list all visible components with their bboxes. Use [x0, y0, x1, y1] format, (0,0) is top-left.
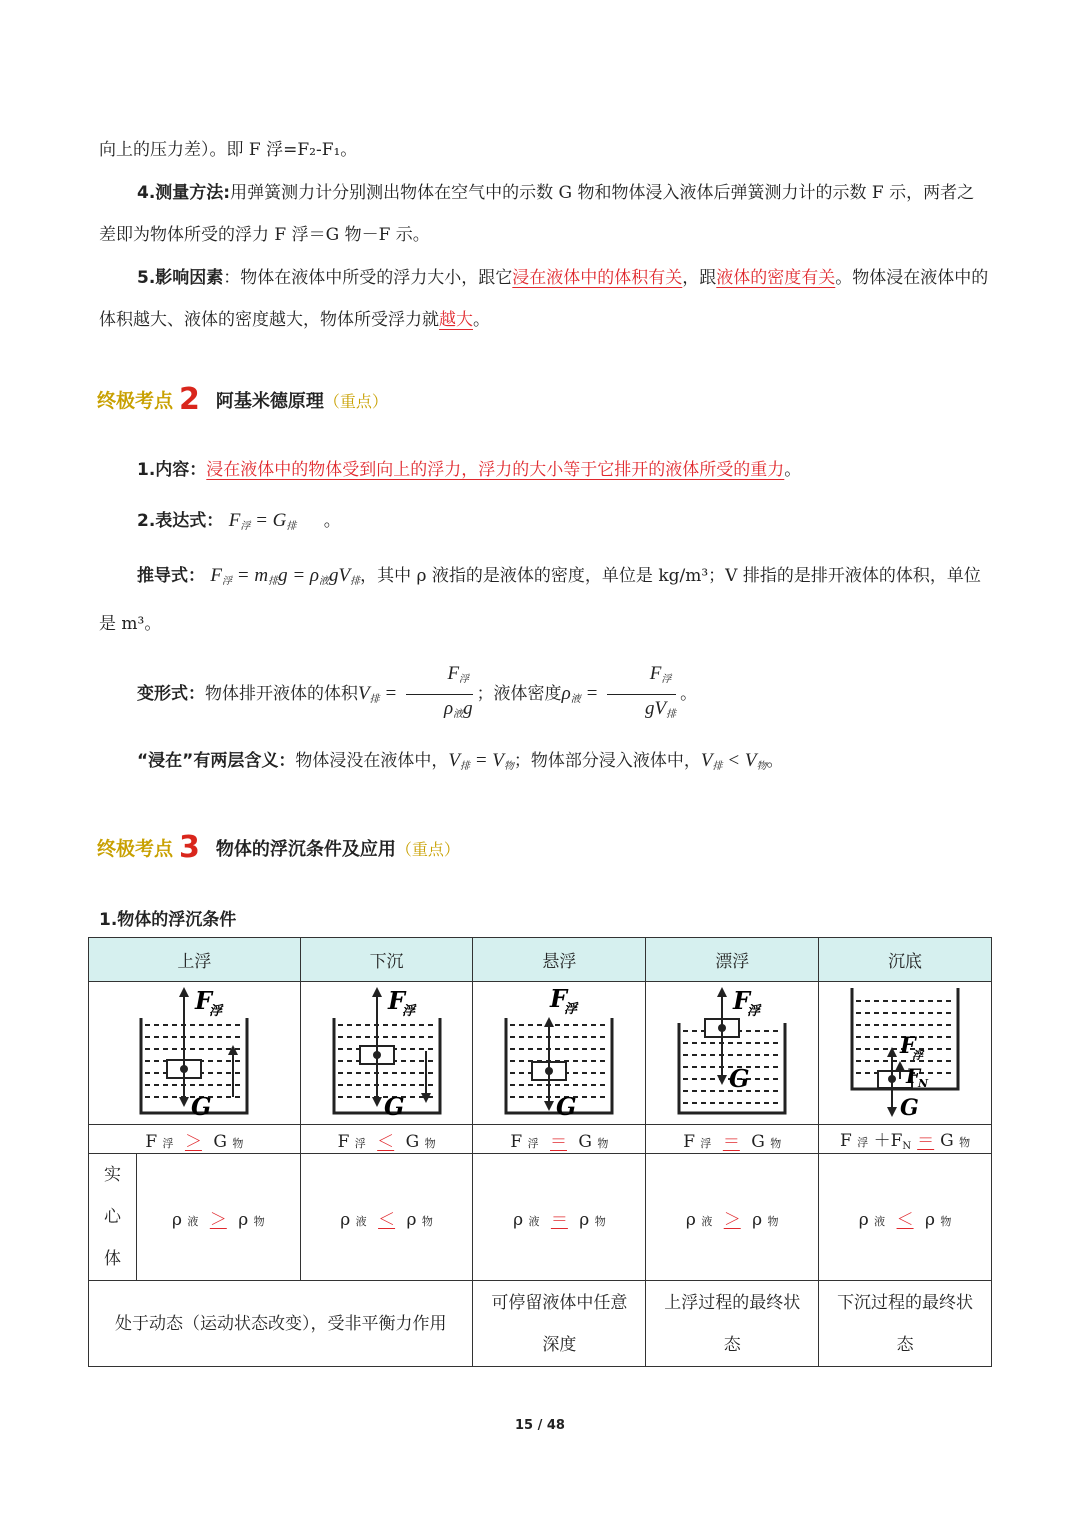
density-cell-suspend: ρ 液 ＝ ρ 物: [473, 1154, 646, 1281]
volume-formula: $V_排$ = $\frac{F_浮}{\rho_液g}$: [358, 683, 477, 704]
svg-text:G: G: [729, 1064, 750, 1093]
diagram-cell-float: [646, 982, 819, 1125]
factors-red-2: 液体的密度有关: [716, 268, 836, 288]
meaning-end: 。: [766, 751, 784, 771]
svg-text:F: F: [195, 986, 213, 1015]
note-cell-float: 上浮过程的最终状态: [646, 1281, 819, 1367]
note-cell-suspend: 可停留液体中任意深度: [473, 1281, 646, 1367]
header-sink: 下沉: [300, 938, 473, 982]
measure-label: 4.测量方法:: [137, 183, 231, 203]
force-relation: ＝: [550, 1131, 567, 1152]
page-number: 15 / 48: [515, 1418, 565, 1433]
density-row: [89, 1154, 992, 1281]
sink-float-table: [88, 937, 992, 1367]
expression-formula: $F_浮 = G_排$: [228, 510, 297, 532]
measure-text: 用弹簧测力计分别测出物体在空气中的示数 G 物和物体浸入液体后弹簧测力计的示数 F 示，两者之差即为物体所受的浮力 F 浮＝G 物－F 示。: [99, 183, 975, 245]
diagram-cell-sink: [300, 982, 473, 1125]
density-cell-float: ρ 液 ＞ ρ 物: [646, 1154, 819, 1281]
force-relation: ＝: [722, 1131, 740, 1152]
transform-text-2: ；液体密度: [476, 683, 562, 704]
expression-end: 。: [323, 511, 341, 531]
meaning-text-2: ；物体部分浸入液体中，: [513, 751, 701, 771]
section-heading-3: [97, 828, 460, 863]
header-suspend: 悬浮: [473, 938, 646, 982]
svg-text:G: G: [900, 1095, 919, 1118]
factors-red-3: 越大: [439, 310, 473, 330]
derivation-text: ，其中 ρ 液指的是液体的密度，单位是 kg/m³；V 排指的是排开液体的体积，单位是 m³。: [99, 566, 981, 634]
density-cell-bottom: ρ 液 ＜ ρ 物: [819, 1154, 992, 1281]
notes-row: [89, 1281, 992, 1367]
subheading-conditions: 1.物体的浮沉条件: [99, 910, 237, 930]
force-row: [89, 1125, 992, 1154]
force-cell-sink: F 浮 ＜ G 物: [300, 1125, 473, 1154]
svg-text:浮: 浮: [401, 1004, 415, 1019]
section-number: 3: [179, 830, 200, 865]
less-volume-formula: $V_排 < V_物$: [700, 750, 767, 772]
svg-text:F: F: [906, 1064, 921, 1088]
svg-text:浮: 浮: [747, 1004, 761, 1019]
paragraph-factors: [99, 257, 989, 341]
section-keyword: 终极考点: [97, 390, 174, 412]
svg-text:F: F: [387, 986, 405, 1015]
paragraph-transform: [99, 660, 989, 730]
svg-text:N: N: [918, 1077, 929, 1090]
diagram-cell-rise: [89, 982, 301, 1125]
transform-end: 。: [680, 683, 698, 704]
solid-label-char: 心: [103, 1207, 121, 1227]
factors-text-1: ：物体在液体中所受的浮力大小，跟它: [223, 268, 513, 288]
force-relation: ＝: [917, 1131, 935, 1151]
force-cell-bottom: F 浮 $+F_N = G$ 物: [819, 1125, 992, 1154]
content-label: 1.内容：: [137, 460, 207, 480]
force-cell-float: F 浮 ＝ G 物: [646, 1125, 819, 1154]
density-cell-sink: ρ 液 ＜ ρ 物: [300, 1154, 473, 1281]
svg-text:F: F: [900, 1033, 916, 1059]
paragraph-pressure-diff: [99, 129, 989, 171]
section-title: 阿基米德原理: [215, 391, 324, 412]
paragraph-expression: [99, 500, 989, 548]
paragraph-measure: [99, 172, 989, 256]
paragraph-content: [99, 449, 989, 491]
content-end: 。: [784, 460, 802, 480]
equal-volume-formula: $V_排 = V_物$: [448, 750, 514, 772]
meaning-label: “浸在”有两层含义：: [137, 751, 296, 771]
svg-text:F: F: [550, 984, 568, 1013]
solid-label-char: 体: [103, 1249, 121, 1269]
section-title: 物体的浮沉条件及应用: [215, 839, 396, 860]
header-rise: 上浮: [89, 938, 301, 982]
section-tag: （重点）: [323, 392, 388, 411]
force-cell-rise: F 浮 ＞ G 物: [89, 1125, 301, 1154]
float-diagram: [667, 983, 797, 1118]
svg-text:F: F: [733, 986, 751, 1015]
table-header-row: [89, 938, 992, 982]
note-cell-bottom: 下沉过程的最终状态: [819, 1281, 992, 1367]
transform-label: 变形式：: [137, 683, 205, 704]
section-keyword: 终极考点: [97, 838, 174, 860]
solid-label-char: 实: [103, 1165, 121, 1185]
svg-text:G: G: [383, 1092, 405, 1118]
density-relation: ＝: [550, 1209, 568, 1230]
bottom-diagram: [840, 983, 970, 1118]
suspend-diagram: [494, 983, 624, 1118]
derivation-formula: $F_浮 = m_排g = \rho_液gV_排$: [210, 565, 361, 587]
section-number: 2: [179, 382, 200, 417]
factors-label: 5.影响因素: [137, 268, 224, 288]
density-relation: ＜: [896, 1209, 914, 1230]
rise-diagram: [129, 983, 259, 1118]
section-tag: （重点）: [395, 840, 460, 859]
transform-text-1: 物体排开液体的体积: [205, 683, 358, 704]
diagram-cell-bottom: [819, 982, 992, 1125]
paragraph-meaning: [99, 740, 989, 788]
svg-text:浮: 浮: [209, 1004, 223, 1019]
density-relation: ＜: [378, 1209, 396, 1230]
svg-text:浮: 浮: [912, 1049, 924, 1062]
force-relation: ＞: [184, 1131, 202, 1152]
expression-label: 2.表达式：: [137, 511, 224, 531]
factors-text-3: 。物体浸在液体中的体积越大、液体的密度越大，物体所受浮力就: [99, 268, 989, 330]
header-float: 漂浮: [646, 938, 819, 982]
sink-diagram: [322, 983, 452, 1118]
meaning-text-1: 物体浸没在液体中，: [295, 751, 449, 771]
svg-text:G: G: [191, 1092, 212, 1118]
force-relation: ＜: [377, 1131, 395, 1152]
svg-text:浮: 浮: [564, 1002, 578, 1017]
section-heading-2: [97, 380, 388, 415]
factors-text-4: 。: [473, 310, 490, 330]
force-cell-suspend: F 浮 ＝ G 物: [473, 1125, 646, 1154]
density-cell-rise: ρ 液 ＞ ρ 物: [136, 1154, 300, 1281]
note-cell-dynamic: 处于动态（运动状态改变），受非平衡力作用: [89, 1281, 473, 1367]
content-red: 浸在液体中的物体受到向上的浮力，浮力的大小等于它排开的液体所受的重力: [206, 460, 785, 480]
factors-red-1: 浸在液体中的体积有关: [512, 268, 683, 288]
pressure-diff-text: 向上的压力差）。即 F 浮=F₂-F₁。: [99, 140, 358, 160]
factors-text-2: ，跟: [682, 268, 717, 288]
density-relation: ＞: [723, 1209, 741, 1230]
density-formula: $\rho_液$ = $\frac{F_浮}{gV_排}$: [562, 683, 681, 704]
density-relation: ＞: [209, 1209, 227, 1230]
svg-text:G: G: [556, 1092, 577, 1118]
header-bottom: 沉底: [819, 938, 992, 982]
solid-label-cell: [89, 1154, 137, 1281]
derivation-label: 推导式：: [137, 566, 205, 586]
diagram-cell-suspend: [473, 982, 646, 1125]
diagram-row: [89, 982, 992, 1125]
paragraph-derivation: [99, 555, 989, 645]
